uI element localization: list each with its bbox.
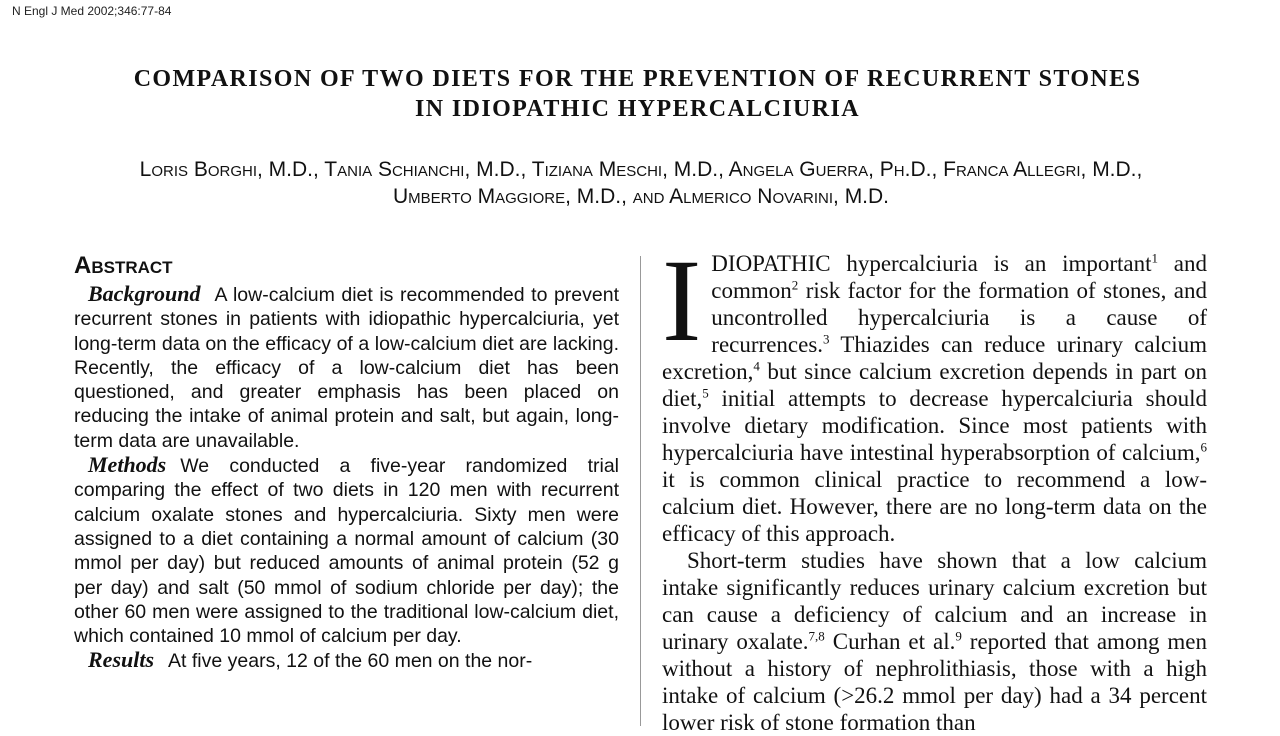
methods-text: We conducted a five-year randomized trial comparing the effect of two diets in 120 men with recurrent calcium oxalate stones and hypercalciuria. Sixty men were assigned to a diet containing a normal amount of calcium (30 mmol per day) but reduced amounts of animal protein (52 g per day) and salt (50 mmol of sodium chloride per day); the other 60 men were assigned to the traditional low-calcium diet, which contained 10 mmol of calcium per day. [74,455,619,648]
text-segment: Short-term studies have shown that a low calcium intake significantly reduces urinary calcium excretion but can cause a deficiency of calcium and an increase in urinary oxalate. [662,548,1207,654]
abstract-methods [74,453,619,648]
text-segment: and common [711,251,1207,303]
text-segment: reported that among men without a history of nephrolithiasis, those with a high intake of calcium (>26.2 mmol per day) had a 34 percent lower risk of stone formation than [662,629,1208,735]
author-list [0,156,1280,210]
reference-6: 6 [1200,439,1207,455]
reference-4: 4 [753,358,760,374]
text-segment: but since calcium excretion depends in part on diet, [662,359,1207,411]
body-paragraph-2 [662,547,1207,736]
title-line-2: IN IDIOPATHIC HYPERCALCIURIA [414,96,860,122]
methods-label: Methods [88,452,167,478]
reference-5: 5 [702,385,709,401]
reference-3: 3 [823,331,830,347]
drop-cap: I [662,235,702,366]
results-label: Results [88,647,155,673]
journal-citation: N Engl J Med 2002;346:77-84 [12,4,172,18]
authors-line-2: Umberto Maggiore, M.D., and Almerico Novarini, M.D. [392,185,890,208]
column-divider [640,256,641,726]
authors-line-1: Loris Borghi, M.D., Tania Schianchi, M.D., Tiziana Meschi, M.D., Angela Guerra, Ph.D., Franca Allegri, M.D., [139,158,1143,181]
background-text: A low-calcium diet is recommended to prevent recurrent stones in patients with idiopathic hypercalciuria, yet long-term data on the efficacy of a low-calcium diet are lacking. Recently, the efficacy of a low-calcium diet has been questioned, and greater emphasis has been placed on reducing the intake of animal protein and salt, but again, long-term data are unavailable. [74,284,619,452]
reference-9: 9 [955,628,962,644]
text-segment: DIOPATHIC hypercalciuria is an important [711,251,1152,276]
reference-1: 1 [1151,250,1159,266]
results-text: At five years, 12 of the 60 men on the nor- [168,650,533,673]
text-segment: risk factor for the formation of stones, and uncontrolled hypercalciuria is a cause of recurrences. [711,278,1207,357]
text-segment: initial attempts to decrease hypercalciuria should involve dietary modification. Since most patients with hypercalciuria have intestinal hyperabsorption of calcium, [662,386,1207,465]
text-segment: it is common clinical practice to recommend a low-calcium diet. However, there are no long-term data on the efficacy of this approach. [662,467,1207,546]
title-line-1: COMPARISON OF TWO DIETS FOR THE PREVENTION OF RECURRENT STONES [133,66,1142,92]
body-paragraph-1 [662,235,1207,547]
reference-2: 2 [791,277,799,293]
abstract-background [74,282,619,453]
background-label: Background [88,281,201,306]
body-text [662,235,1208,736]
text-segment: Thiazides can reduce urinary calcium excretion, [662,332,1207,384]
abstract-results [74,648,619,673]
reference-7-8: 7,8 [808,628,825,644]
abstract-section [74,252,619,674]
text-segment: Curhan et al. [824,629,956,654]
article-title [0,64,1275,124]
abstract-heading: Abstract [74,252,173,279]
